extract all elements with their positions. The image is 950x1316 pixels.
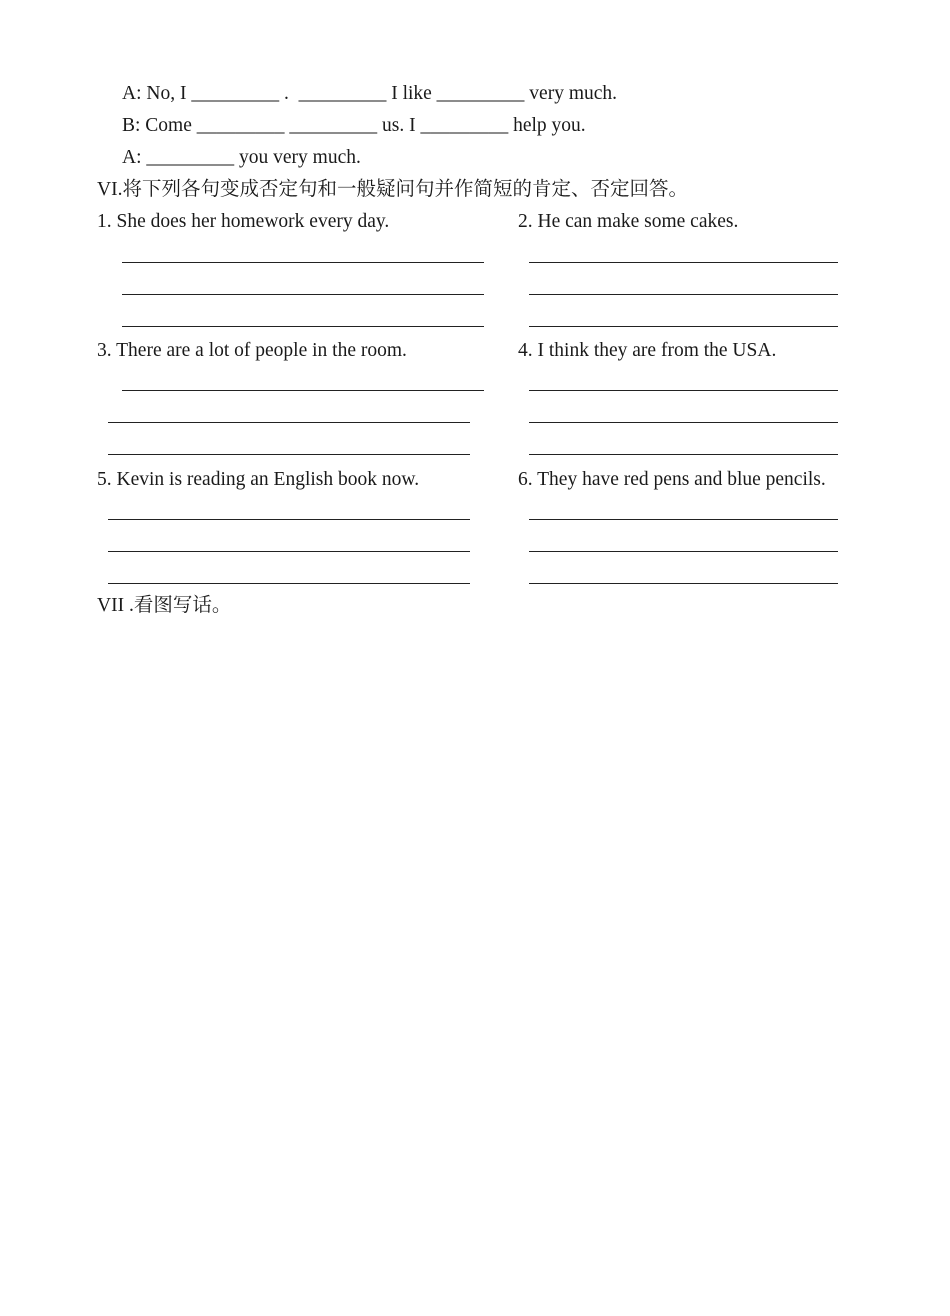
section-6-heading: VI.将下列各句变成否定句和一般疑问句并作简短的肯定、否定回答。: [97, 179, 688, 200]
answer-line[interactable]: [122, 326, 484, 327]
exercise-item-5: 5. Kevin is reading an English book now.: [97, 469, 420, 490]
answer-line[interactable]: [108, 551, 470, 552]
answer-line[interactable]: [529, 583, 838, 584]
dialogue-line-3: A: _________ you very much.: [122, 147, 361, 168]
answer-line[interactable]: [122, 262, 484, 263]
exercise-item-4: 4. I think they are from the USA.: [518, 340, 777, 361]
answer-line[interactable]: [529, 454, 838, 455]
exercise-item-3: 3. There are a lot of people in the room.: [97, 340, 407, 361]
exercise-item-1: 1. She does her homework every day.: [97, 211, 390, 232]
answer-line[interactable]: [529, 390, 838, 391]
answer-line[interactable]: [529, 551, 838, 552]
answer-line[interactable]: [529, 422, 838, 423]
answer-line[interactable]: [122, 294, 484, 295]
answer-line[interactable]: [108, 583, 470, 584]
answer-line[interactable]: [529, 519, 838, 520]
answer-line[interactable]: [529, 326, 838, 327]
section-7-heading: VII .看图写话。: [97, 595, 232, 616]
answer-line[interactable]: [529, 262, 838, 263]
exercise-item-2: 2. He can make some cakes.: [518, 211, 739, 232]
dialogue-line-2: B: Come _________ _________ us. I _________ help you.: [122, 115, 586, 136]
answer-line[interactable]: [108, 454, 470, 455]
dialogue-line-1: A: No, I _________ . _________ I like _________ very much.: [122, 83, 618, 104]
answer-line[interactable]: [108, 519, 470, 520]
answer-line[interactable]: [108, 422, 470, 423]
answer-line[interactable]: [122, 390, 484, 391]
exercise-item-6: 6. They have red pens and blue pencils.: [518, 469, 826, 490]
answer-line[interactable]: [529, 294, 838, 295]
